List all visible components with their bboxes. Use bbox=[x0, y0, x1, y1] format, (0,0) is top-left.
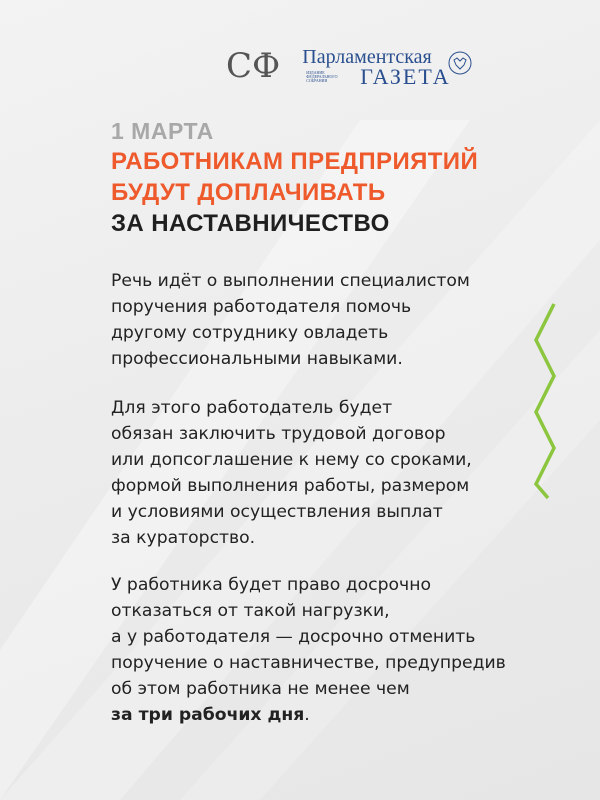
sf-logo bbox=[226, 46, 280, 86]
paragraph-line: Речь идёт о выполнении специалистом bbox=[111, 271, 470, 291]
paragraph-line: а у работодателя — досрочно отменить bbox=[111, 627, 476, 647]
paragraph-3 bbox=[111, 572, 531, 728]
logos bbox=[226, 44, 482, 88]
parlamentskaya-gazeta-logo bbox=[302, 44, 482, 88]
paragraph-last-line bbox=[111, 702, 531, 728]
paragraph-line: за кураторство. bbox=[111, 528, 256, 548]
paragraph-line: Для этого работодатель будет bbox=[111, 398, 393, 418]
green-zigzag-decoration bbox=[530, 300, 560, 500]
paragraph-line: другому сотруднику овладеть bbox=[111, 323, 389, 343]
paragraph-line: формой выполнения работы, размером bbox=[111, 476, 470, 496]
paragraph-line: или допсоглашение к нему со сроками, bbox=[111, 450, 472, 470]
bold-deadline: за три рабочих дня bbox=[111, 705, 305, 725]
headline-line-2: БУДУТ ДОПЛАЧИВАТЬ bbox=[111, 179, 386, 206]
paragraph-line: поручения работодателя помочь bbox=[111, 297, 412, 317]
headline bbox=[111, 146, 478, 239]
eagle-emblem-icon bbox=[447, 50, 473, 76]
paragraph-line: обязан заключить трудовой договор bbox=[111, 424, 446, 444]
paragraph-line: и условиями осуществления выплат bbox=[111, 502, 443, 522]
paragraph-line: отказаться от такой нагрузки, bbox=[111, 601, 390, 621]
pg-logo-bottom: ГАЗЕТА bbox=[360, 64, 451, 89]
sf-logo-text: СФ bbox=[226, 46, 281, 86]
period: . bbox=[304, 705, 310, 725]
pg-logo-top: Парламентская bbox=[302, 46, 432, 68]
paragraph-line: У работника будет право досрочно bbox=[111, 575, 431, 595]
date-label: 1 МАРТА bbox=[111, 118, 214, 144]
paragraph-line: об этом работника не менее чем bbox=[111, 679, 410, 699]
paragraph-2 bbox=[111, 395, 531, 551]
paragraph-line: поручение о наставничестве, предупредив bbox=[111, 653, 506, 673]
headline-line-3: ЗА НАСТАВНИЧЕСТВО bbox=[111, 210, 390, 237]
pg-logo-small: ИЗДАНИЕ ФЕДЕРАЛЬНОГО СОБРАНИЯ bbox=[306, 70, 338, 83]
paragraph-1 bbox=[111, 268, 531, 372]
headline-line-1: РАБОТНИКАМ ПРЕДПРИЯТИЙ bbox=[111, 148, 479, 175]
paragraph-line: профессиональными навыками. bbox=[111, 349, 403, 369]
